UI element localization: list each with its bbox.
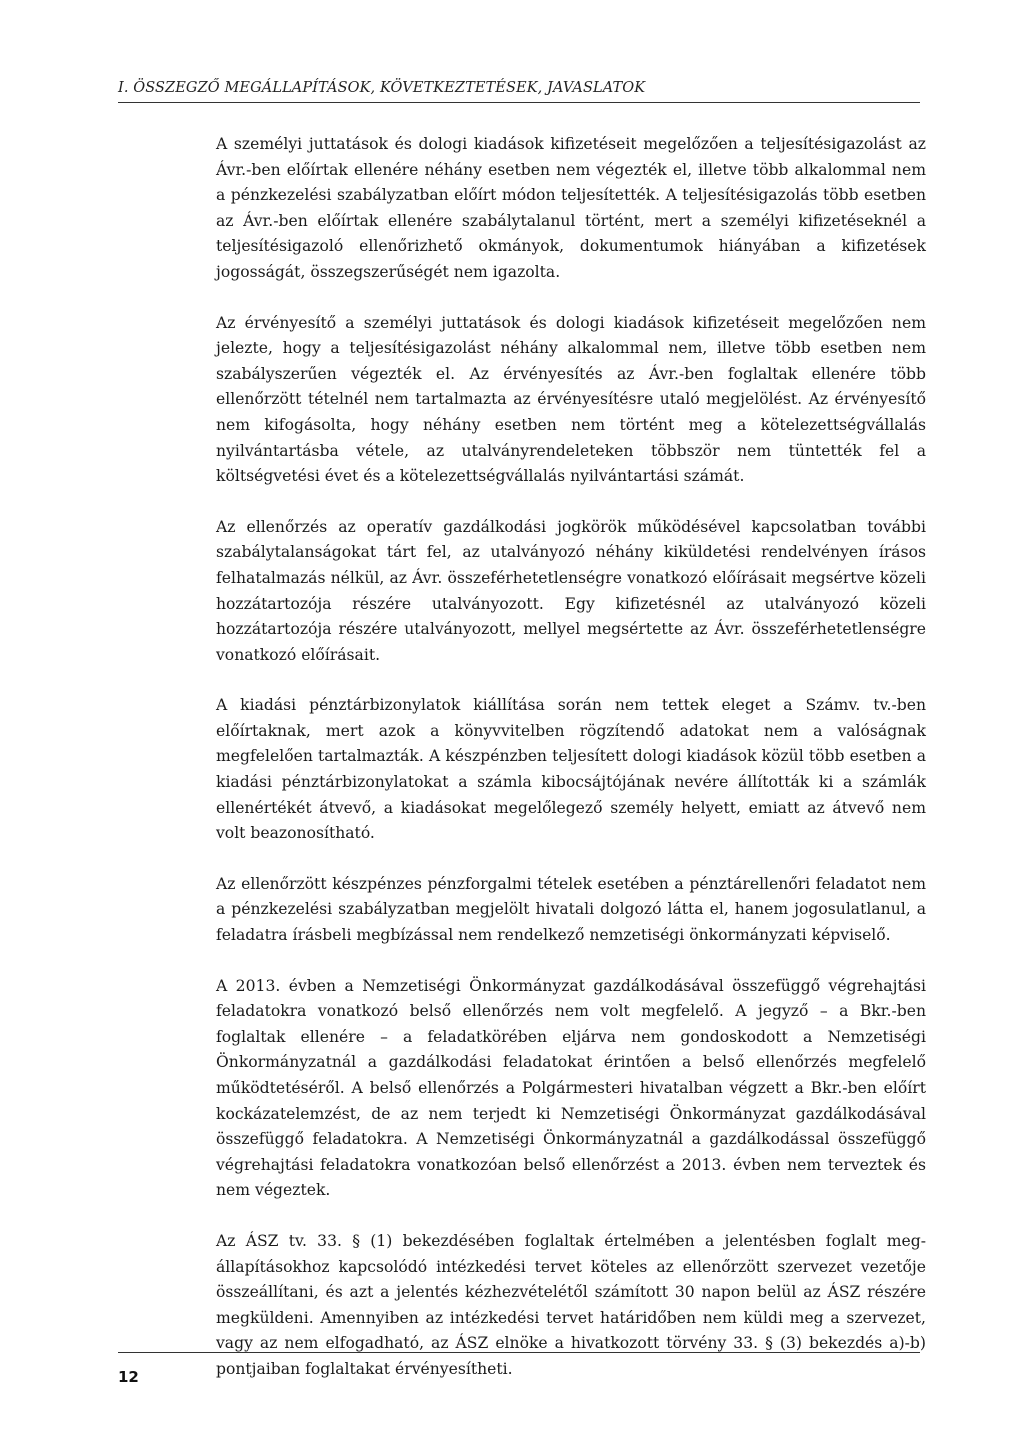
paragraph-3: Az ellenőrzés az operatív gazdálkodási jogkörök működésével kapcsolatban további szabálytalanságokat tárt fel, az utalványozó néhány kiküldetési rendelvényen írásos felhatalmazás nélkül, az Ávr. összeférhetetlenségre vonatkozó előírásait megsértve közeli hozzátartozója részére utalványozott. Egy kifizetésnél az utalványozó közeli hozzátartozója részére utalványozott, mellyel megsértette az Ávr. összeférhetetlenségre vonatkozó előírásait. [216,517,926,664]
page-number: 12 [118,1368,139,1386]
footer-divider [118,1352,920,1353]
paragraph-4: A kiadási pénztárbizonylatok kiállítása során nem tettek eleget a Számv. tv.-ben előírtaknak, mert azok a könyvvitelben rögzítendő adatokat nem a valóságnak megfelelően tartalmazták. A készpénzben teljesített dologi kiadások közül több esetben a kiadási pénztárbizonylatokat a számla kibocsájtójának nevére állították ki a számlák ellenértékét átvevő, a kiadásokat megelőlegező személy helyett, emiatt az átvevő nem volt beazonosítható. [216,696,926,843]
paragraph-5: Az ellenőrzött készpénzes pénzforgalmi tételek esetében a pénztárellenőri feladatot nem a pénzkezelési szabályzatban megjelölt hivatali dolgozó látta el, hanem jogosulatlanul, a feladatra írásbeli megbízással nem rendelkező nemzetiségi önkormányzati képviselő. [216,874,926,945]
paragraph-6: A 2013. évben a Nemzetiségi Önkormányzat gazdálkodásával összefüggő végrehajtási feladatokra vonatkozó belső ellenőrzés nem volt megfelelő. A jegyző – a Bkr.-ben foglaltak ellenére – a feladatkörében eljárva nem gondoskodott a Nemzetiségi Önkormányzatnál a gazdálkodási feladatokat érintően a belső ellenőrzés megfelelő működtetéséről. A belső ellenőrzés a Polgármesteri hivatalban végzett a Bkr.-ben előírt kockázatelemzést, de az nem terjedt ki Nemzetiségi Önkormányzat gazdálkodásával összefüggő feladatokra. A Nemzetiségi Önkormányzatnál a gazdálkodással összefüggő végrehajtási feladatokra vonatkozóan belső ellenőrzést a 2013. évben nem terveztek és nem végeztek. [216,976,926,1200]
paragraph-7: Az ÁSZ tv. 33. § (1) bekezdésében foglaltak értelmében a jelentésben foglalt megállapításokhoz kapcsolódó intézkedési tervet köteles az ellenőrzött szervezet vezetője összeállítani, és azt a jelentés kézhezvételétől számított 30 napon belül az ÁSZ részére megküldeni. Amennyiben az intézkedési tervet határidőben nem küldi meg a szervezet, vagy az nem elfogadható, az ÁSZ elnöke a hivatkozott törvény 33. § (3) bekezdés a)-b) pontjaiban foglaltakat érvényesítheti. [216,1231,926,1378]
running-header: I. ÖSSZEGZŐ MEGÁLLAPÍTÁSOK, KÖVETKEZTETÉSEK, JAVASLATOK [118,80,646,96]
header-divider [118,102,920,103]
paragraph-2: Az érvényesítő a személyi juttatások és dologi kiadások kifizetéseit megelőzően nem jelezte, hogy a teljesítésigazolást néhány alkalommal nem, illetve több esetben nem szabályszerűen végezték el. Az érvényesítés az Ávr.-ben foglaltak ellenére több ellenőrzött tételnél nem tartalmazta az érvényesítésre utaló megjelölést. Az érvényesítő nem kifogásolta, hogy néhány esetben nem történt meg a kötelezettségvállalás nyilvántartásba vétele, az utalványrendeleteken többször nem tüntették fel a költségvetési évet és a kötelezettségvállalás nyilvántartási számát. [216,313,926,486]
paragraph-1: A személyi juttatások és dologi kiadások kifizetéseit megelőzően a teljesítésigazolást az Ávr.-ben előírtak ellenére néhány esetben nem végezték el, illetve több alkalommal nem a pénzkezelési szabályzatban előírt módon teljesítették. A teljesítésigazolás több esetben az Ávr.-ben előírtak ellenére szabálytalanul történt, mert a személyi kifizetéseknél a teljesítésigazoló ellenőrizhető okmányok, dokumentumok hiányában a kifizetések jogosságát, összegszerűségét nem igazolta. [216,135,926,281]
body-text [216,132,926,1408]
